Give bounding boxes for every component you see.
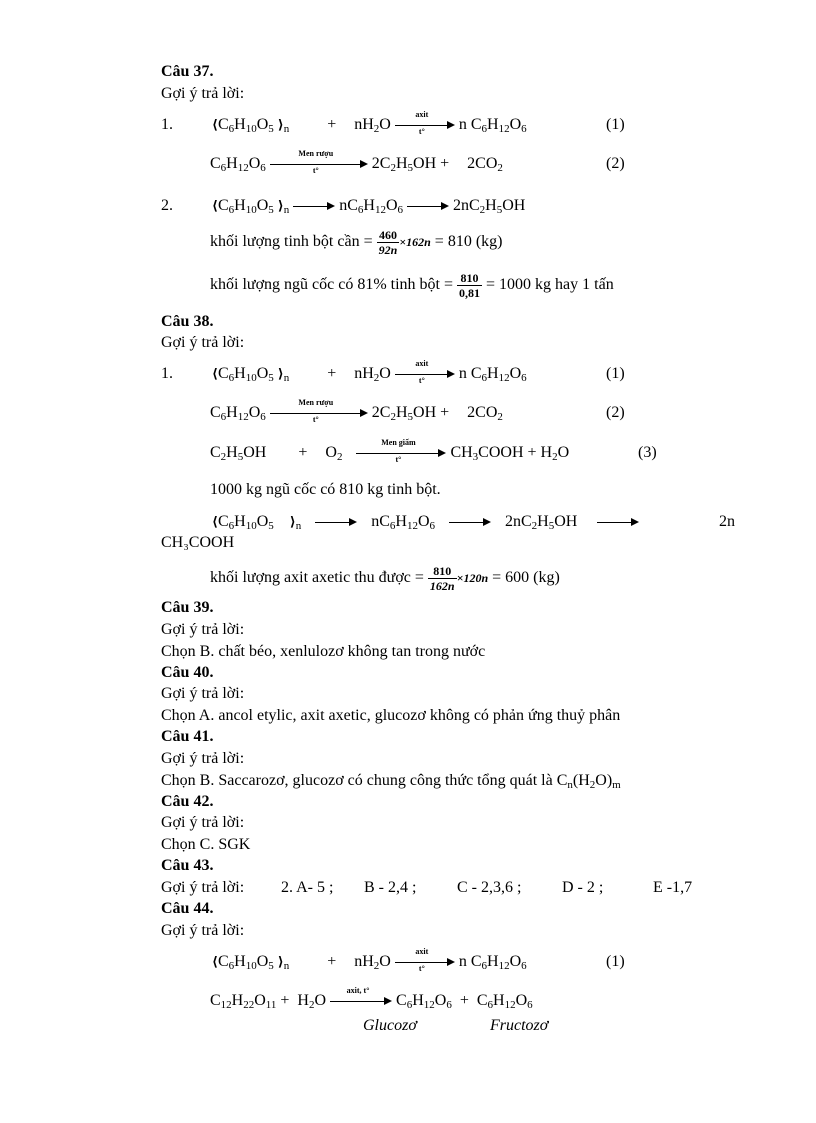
cau-43-title: Câu 43.	[161, 857, 214, 874]
cau-37-eq1: $⟨C_6H_{10}O_5$ $⟩_n + nH_2O$ axit t° n $C_6H_{12}O_6$	[212, 110, 527, 137]
cau-37-title: Câu 37.	[161, 63, 214, 80]
cau-38-acid-mass: khối lượng axit axetic thu được = $\frac{810}{162n}$ ×120n = 600 (kg)	[210, 564, 560, 593]
cau-38-grain-text: 1000 kg ngũ cốc có 810 kg tinh bột.	[210, 481, 441, 498]
cau-37-item-2: 2.	[161, 197, 173, 214]
cau-44-hint: Gợi ý trả lời:	[161, 922, 245, 939]
arrow: Men rượu t°	[270, 156, 368, 172]
cau-41-answer: Chọn B. Saccarozơ, glucozơ có chung công thức tổng quát là	[161, 772, 553, 789]
cau-40-title: Câu 40.	[161, 664, 214, 681]
cau-38-hint: Gợi ý trả lời:	[161, 334, 245, 351]
cau-37-item-1: 1.	[161, 116, 173, 133]
fraction: $\frac{810}{0,81}$	[459, 271, 481, 300]
eq-number: (1)	[606, 365, 625, 382]
cau-38-title: Câu 38.	[161, 313, 214, 330]
cau-38-chain-end: 2n	[719, 513, 735, 530]
eq-number: (3)	[638, 444, 657, 461]
cau-40-answer: Chọn A. ancol etylic, axit axetic, glucozơ không có phản ứng thuỷ phân	[161, 707, 621, 724]
cau-44-eq2: $C_{12}H_{22}O_{11} + H_2O$ axit, t° $C_6H_{12}O_6 + C_6H_{12}O_6$	[210, 986, 533, 1011]
cau-38-eq2: $C_6H_{12}O_6$ Men rượu t° $2C_2H_5OH + 2CO_2$	[210, 398, 503, 425]
cau-37-starch-mass: khối lượng tinh bột cần = $\frac{460}{92n}$ ×162n = 810 (kg)	[210, 228, 503, 257]
cau-37-hint: Gợi ý trả lời:	[161, 85, 245, 102]
fraction: $\frac{810}{162n}$	[429, 564, 455, 593]
cau-43-e: E -1,7	[653, 879, 693, 896]
cau-38-item-1: 1.	[161, 365, 173, 382]
cau-39-hint: Gợi ý trả lời:	[161, 621, 245, 638]
fraction: $\frac{460}{92n}$	[378, 228, 398, 257]
eq-number: (2)	[606, 404, 625, 421]
cau-43-d: D - 2 ;	[562, 879, 604, 896]
cau-41-hint: Gợi ý trả lời:	[161, 750, 245, 767]
cau-38-eq1: $⟨C_6H_{10}O_5$ $⟩_n + nH_2O$ axit t° n $C_6H_{12}O_6$	[212, 359, 527, 386]
cau-40-hint: Gợi ý trả lời:	[161, 685, 245, 702]
fructozo-label: Fructozơ	[490, 1017, 549, 1034]
cau-38-ch3cooh: CH₃COOH	[161, 534, 235, 551]
cau-41-answer-line: Chọn B. Saccarozơ, glucozơ có chung công thức tổng quát là $C_n(H_2O)_m$	[161, 772, 621, 791]
cau-38-chain: $⟨C_6H_{10}O_5$ $⟩_n$ $nC_6H_{12}O_6$ $2nC_2H_5OH$	[212, 512, 639, 532]
cau-37-grain-mass: khối lượng ngũ cốc có 81% tinh bột = $\frac{810}{0,81}$ = 1000 kg hay 1 tấn	[210, 271, 614, 300]
eq-number: (1)	[606, 953, 625, 970]
eq-number: (1)	[606, 116, 625, 133]
cau-43-b: B - 2,4 ;	[364, 879, 417, 896]
eq-number: (2)	[606, 155, 625, 172]
arrow: axit t°	[395, 117, 455, 133]
cau-37-chain: $⟨C_6H_{10}O_5$ $⟩_n$ $nC_6H_{12}O_6$ $2nC_2H_5OH$	[212, 197, 526, 216]
cau-43-a: 2. A- 5 ;	[281, 879, 334, 896]
cau-43-hint: Gợi ý trả lời:	[161, 879, 245, 896]
cau-38-eq3: $C_2H_5OH + O_2$ Men giấm t° $CH_3COOH + H_2O$	[210, 438, 570, 465]
cau-42-answer: Chọn C. SGK	[161, 836, 251, 853]
cau-44-title: Câu 44.	[161, 900, 214, 917]
cau-42-title: Câu 42.	[161, 793, 214, 810]
glucozo-label: Glucozơ	[363, 1017, 417, 1034]
cau-37-eq2: $C_6H_{12}O_6$ Men rượu t° $2C_2H_5OH + 2CO_2$	[210, 149, 503, 176]
cau-43-c: C - 2,3,6 ;	[457, 879, 522, 896]
cau-41-title: Câu 41.	[161, 728, 214, 745]
cau-42-hint: Gợi ý trả lời:	[161, 814, 245, 831]
cau-39-answer: Chọn B. chất béo, xenlulozơ không tan trong nước	[161, 643, 486, 660]
cau-44-eq1: $⟨C_6H_{10}O_5$ $⟩_n + nH_2O$ axit t° n $C_6H_{12}O_6$	[212, 947, 527, 974]
cau-39-title: Câu 39.	[161, 599, 214, 616]
